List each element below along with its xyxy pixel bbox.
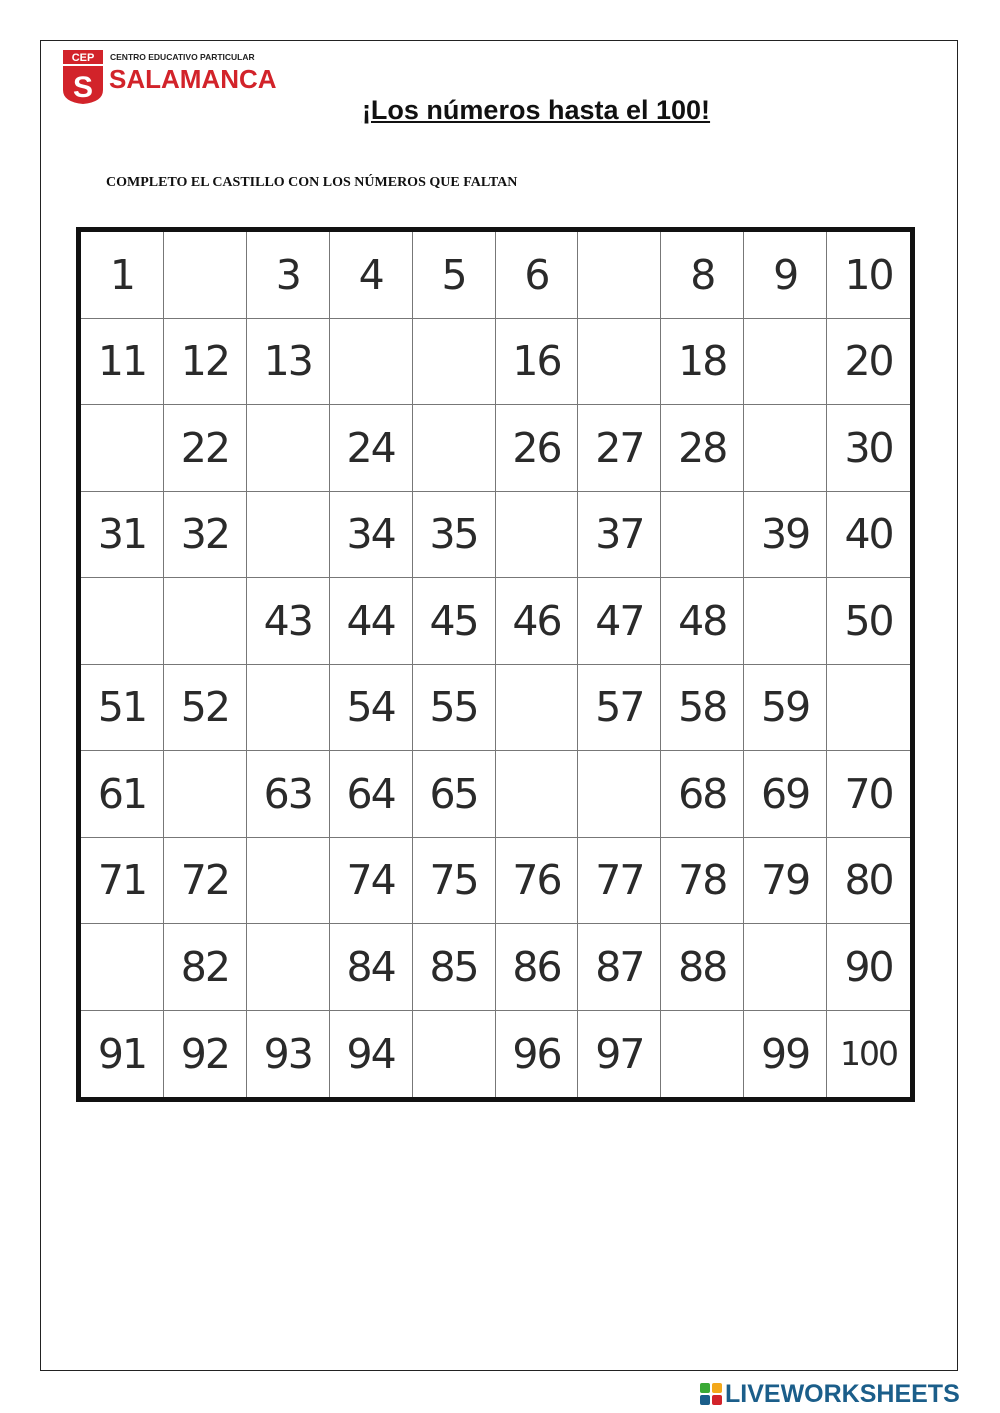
number-cell: 6 bbox=[496, 232, 579, 319]
number-cell: 31 bbox=[81, 492, 164, 579]
number-cell: 24 bbox=[330, 405, 413, 492]
number-cell: 39 bbox=[744, 492, 827, 579]
liveworksheets-brand bbox=[700, 1378, 960, 1410]
number-cell: 69 bbox=[744, 751, 827, 838]
number-cell: 71 bbox=[81, 838, 164, 925]
number-cell: 63 bbox=[247, 751, 330, 838]
number-cell: 34 bbox=[330, 492, 413, 579]
number-cell: 37 bbox=[578, 492, 661, 579]
number-cell: 97 bbox=[578, 1011, 661, 1098]
number-cell: 10 bbox=[827, 232, 910, 319]
blank-number-cell[interactable] bbox=[661, 1011, 744, 1098]
blank-number-cell[interactable] bbox=[413, 1011, 496, 1098]
blank-number-cell[interactable] bbox=[827, 665, 910, 752]
number-cell: 92 bbox=[164, 1011, 247, 1098]
number-cell: 51 bbox=[81, 665, 164, 752]
number-cell: 68 bbox=[661, 751, 744, 838]
number-cell: 77 bbox=[578, 838, 661, 925]
blank-number-cell[interactable] bbox=[247, 838, 330, 925]
blank-number-cell[interactable] bbox=[330, 319, 413, 406]
number-cell: 88 bbox=[661, 924, 744, 1011]
number-cell: 94 bbox=[330, 1011, 413, 1098]
school-logo bbox=[63, 50, 293, 104]
blank-number-cell[interactable] bbox=[81, 578, 164, 665]
number-cell: 16 bbox=[496, 319, 579, 406]
number-cell: 75 bbox=[413, 838, 496, 925]
number-cell: 45 bbox=[413, 578, 496, 665]
number-cell: 28 bbox=[661, 405, 744, 492]
number-cell: 20 bbox=[827, 319, 910, 406]
number-cell: 48 bbox=[661, 578, 744, 665]
blank-number-cell[interactable] bbox=[164, 751, 247, 838]
number-cell: 40 bbox=[827, 492, 910, 579]
hundred-chart bbox=[76, 227, 915, 1102]
logo-badge-top-text: CEP bbox=[71, 52, 95, 64]
number-cell: 99 bbox=[744, 1011, 827, 1098]
number-cell: 64 bbox=[330, 751, 413, 838]
number-cell: 4 bbox=[330, 232, 413, 319]
number-cell: 26 bbox=[496, 405, 579, 492]
number-cell: 5 bbox=[413, 232, 496, 319]
number-cell: 87 bbox=[578, 924, 661, 1011]
blank-number-cell[interactable] bbox=[744, 578, 827, 665]
number-cell: 65 bbox=[413, 751, 496, 838]
logo-school-name: SALAMANCA bbox=[109, 64, 277, 94]
blank-number-cell[interactable] bbox=[496, 492, 579, 579]
blank-number-cell[interactable] bbox=[744, 924, 827, 1011]
number-cell: 1 bbox=[81, 232, 164, 319]
number-cell: 85 bbox=[413, 924, 496, 1011]
number-cell: 57 bbox=[578, 665, 661, 752]
number-cell: 74 bbox=[330, 838, 413, 925]
blank-number-cell[interactable] bbox=[496, 751, 579, 838]
number-cell: 44 bbox=[330, 578, 413, 665]
number-cell: 22 bbox=[164, 405, 247, 492]
blank-number-cell[interactable] bbox=[578, 319, 661, 406]
blank-number-cell[interactable] bbox=[744, 405, 827, 492]
number-cell: 79 bbox=[744, 838, 827, 925]
number-cell: 18 bbox=[661, 319, 744, 406]
number-cell: 100 bbox=[840, 1034, 898, 1074]
blank-number-cell[interactable] bbox=[164, 232, 247, 319]
number-cell: 90 bbox=[827, 924, 910, 1011]
blank-number-cell[interactable] bbox=[578, 751, 661, 838]
blank-number-cell[interactable] bbox=[413, 405, 496, 492]
blank-number-cell[interactable] bbox=[81, 405, 164, 492]
number-cell: 59 bbox=[744, 665, 827, 752]
number-cell: 80 bbox=[827, 838, 910, 925]
number-cell: 35 bbox=[413, 492, 496, 579]
logo-badge-letter: S bbox=[72, 71, 94, 104]
number-cell: 91 bbox=[81, 1011, 164, 1098]
number-cell: 55 bbox=[413, 665, 496, 752]
number-cell: 9 bbox=[744, 232, 827, 319]
blank-number-cell[interactable] bbox=[247, 405, 330, 492]
number-cell: 43 bbox=[247, 578, 330, 665]
blank-number-cell[interactable] bbox=[164, 578, 247, 665]
blank-number-cell[interactable] bbox=[744, 319, 827, 406]
liveworksheets-brand-text: LIVEWORKSHEETS bbox=[725, 1379, 960, 1408]
number-cell: 72 bbox=[164, 838, 247, 925]
number-cell: 76 bbox=[496, 838, 579, 925]
number-cell: 70 bbox=[827, 751, 910, 838]
number-cell: 47 bbox=[578, 578, 661, 665]
number-cell: 93 bbox=[247, 1011, 330, 1098]
number-cell: 3 bbox=[247, 232, 330, 319]
logo-subtitle: CENTRO EDUCATIVO PARTICULAR bbox=[110, 52, 255, 62]
number-cell: 46 bbox=[496, 578, 579, 665]
blank-number-cell[interactable] bbox=[247, 924, 330, 1011]
page-title: ¡Los números hasta el 100! bbox=[361, 95, 711, 125]
number-cell: 78 bbox=[661, 838, 744, 925]
number-cell: 96 bbox=[496, 1011, 579, 1098]
number-cell: 27 bbox=[578, 405, 661, 492]
number-cell: 13 bbox=[247, 319, 330, 406]
blank-number-cell[interactable] bbox=[247, 665, 330, 752]
number-cell: 12 bbox=[164, 319, 247, 406]
blank-number-cell[interactable] bbox=[661, 492, 744, 579]
blank-number-cell[interactable] bbox=[413, 319, 496, 406]
blank-number-cell[interactable] bbox=[81, 924, 164, 1011]
number-cell: 82 bbox=[164, 924, 247, 1011]
number-cell: 30 bbox=[827, 405, 910, 492]
liveworksheets-logo-icon bbox=[700, 1383, 722, 1405]
blank-number-cell[interactable] bbox=[496, 665, 579, 752]
number-cell: 50 bbox=[827, 578, 910, 665]
number-cell: 61 bbox=[81, 751, 164, 838]
number-cell: 58 bbox=[661, 665, 744, 752]
number-cell: 86 bbox=[496, 924, 579, 1011]
instruction-text: COMPLETO EL CASTILLO CON LOS NÚMEROS QUE FALTAN bbox=[106, 175, 518, 190]
number-cell: 54 bbox=[330, 665, 413, 752]
number-cell: 32 bbox=[164, 492, 247, 579]
number-cell: 52 bbox=[164, 665, 247, 752]
number-cell: 11 bbox=[81, 319, 164, 406]
blank-number-cell[interactable] bbox=[247, 492, 330, 579]
number-cell: 84 bbox=[330, 924, 413, 1011]
blank-number-cell[interactable] bbox=[578, 232, 661, 319]
number-cell: 8 bbox=[661, 232, 744, 319]
